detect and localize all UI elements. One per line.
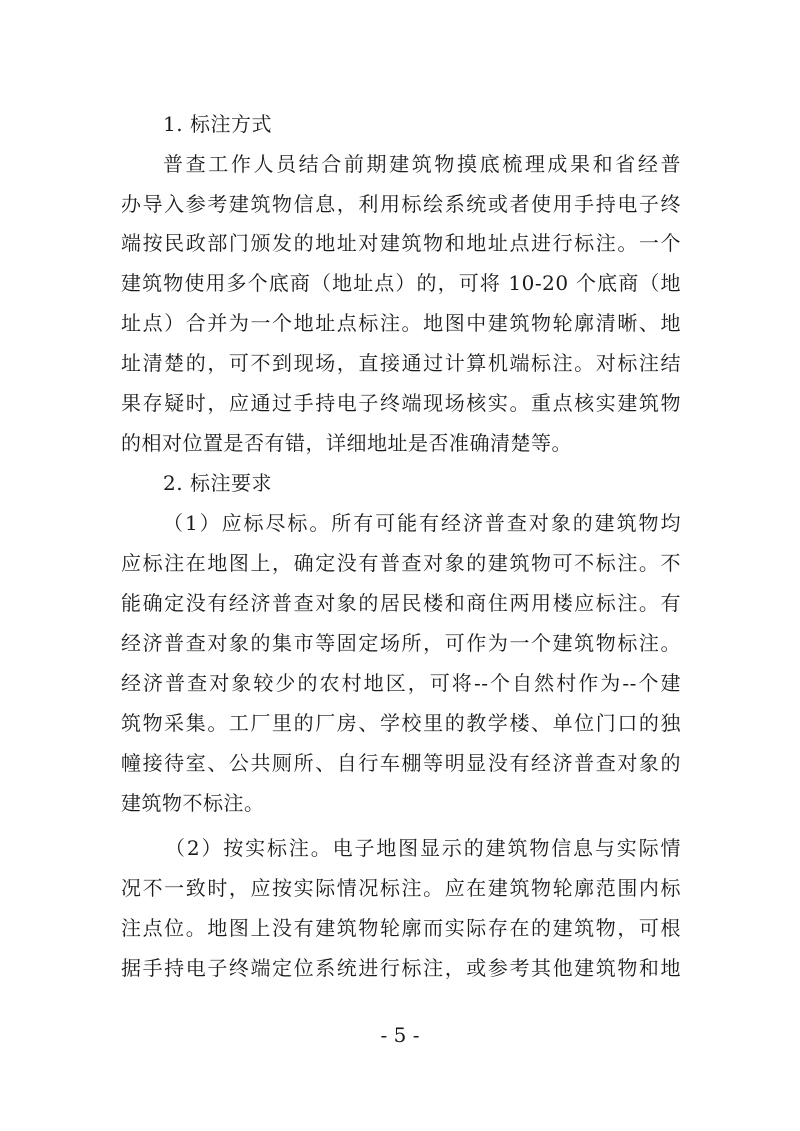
- paragraph-line: 应标注在地图上，确定没有普查对象的建筑物可不标注。不: [121, 551, 681, 575]
- paragraph-line: 据手持电子终端定位系统进行标注，或参考其他建筑物和地: [121, 956, 681, 980]
- paragraph-line: 经济普查对象较少的农村地区，可将--个自然村作为--个建: [121, 671, 681, 695]
- paragraph-line: 况不一致时，应按实际情况标注。应在建筑物轮廓范围内标: [121, 876, 681, 900]
- paragraph-line: 幢接待室、公共厕所、自行车棚等明显没有经济普查对象的: [121, 751, 681, 775]
- page-number: - 5 -: [380, 1023, 420, 1047]
- paragraph-line: 注点位。地图上没有建筑物轮廓而实际存在的建筑物，可根: [121, 916, 681, 940]
- paragraph-line: 建筑物不标注。: [121, 791, 265, 815]
- paragraph-line: 果存疑时，应通过手持电子终端现场核实。重点核实建筑物: [121, 391, 681, 415]
- paragraph-line: 经济普查对象的集市等固定场所，可作为一个建筑物标注。: [121, 631, 681, 655]
- paragraph-line: 普查工作人员结合前期建筑物摸底梳理成果和省经普: [163, 152, 681, 176]
- paragraph-line: 址清楚的，可不到现场，直接通过计算机端标注。对标注结: [121, 351, 681, 375]
- paragraph-line: 址点）合并为一个地址点标注。地图中建筑物轮廓清晰、地: [121, 311, 681, 335]
- section-heading-annotation-requirements: 2. 标注要求: [163, 471, 272, 495]
- paragraph-line: 的相对位置是否有错，详细地址是否准确清楚等。: [121, 431, 572, 455]
- paragraph-line: 能确定没有经济普查对象的居民楼和商住两用楼应标注。有: [121, 591, 681, 615]
- paragraph-line: 建筑物使用多个底商（地址点）的，可将 10-20 个底商（地: [121, 271, 681, 295]
- paragraph-line: 筑物采集。工厂里的厂房、学校里的教学楼、单位门口的独: [121, 711, 681, 735]
- paragraph-line: 办导入参考建筑物信息，利用标绘系统或者使用手持电子终: [121, 192, 681, 216]
- paragraph-line: 端按民政部门颁发的地址对建筑物和地址点进行标注。一个: [121, 231, 681, 255]
- section-heading-annotation-method: 1. 标注方式: [163, 112, 272, 136]
- paragraph-line: （2）按实标注。电子地图显示的建筑物信息与实际情: [165, 836, 681, 860]
- paragraph-line: （1）应标尽标。所有可能有经济普查对象的建筑物均: [163, 511, 681, 535]
